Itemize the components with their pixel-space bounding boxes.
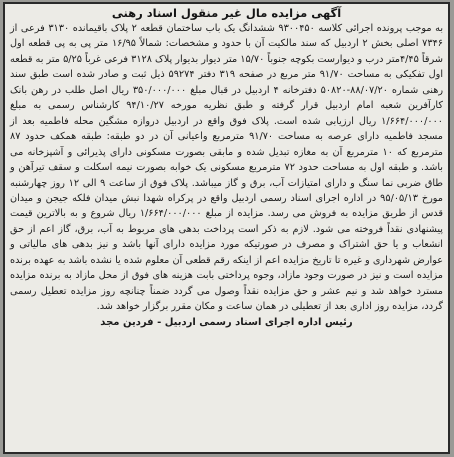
notice-signature: رئیس اداره اجرای اسناد رسمی اردبیل - فردین مجد bbox=[100, 316, 353, 328]
notice-title: آگهی مزایده مال غیر منقول اسناد رهنی bbox=[111, 6, 342, 20]
notice-body: به موجب پرونده اجرائی کلاسه ۹۳۰۰۴۵۰ ششدانگ یک باب ساختمان قطعه ۲ پلاک باقیمانده ۳۱۳۰ فرعی از ۷۳۴۶ اصلی بخش ۲ اردبیل که سند مالکیت آن با حدود و مشخصات: شمالاً ۱۶/۹۵ متر پی به پی قطعه اول شرقاً ۴/۴۵متر درب و دیوارست بکوچه جنوباً ۱۵/۷۰ متر دیوار بدیوار پلاک ۳۱۲۸ فرعی غرباً ۵/۲۵ متر به قطعه اول تفکیکی به مساحت ۹۱/۷۰ متر مربع در صفحه ۳۱۹ دفتر ۵۹۲۷۴ ذیل ثبت و صادر شده است طبق سند رهنی شماره ۸۸/۰۷/۲۰-۵۰۸۲۰ دفترخانه ۴ اردبیل در قبال مبلغ ۳۵۰/۰۰۰/۰۰۰ ریال اصل طلب در رهن بانک کارآفرین شعبه امام اردبیل قرار گرفته و طبق نظریه مورخه ۹۴/۱۰/۲۷ کارشناس رسمی به مبلغ ۱/۶۶۴/۰۰۰/۰۰۰ ریال ارزیابی شده است. پلاک فوق واقع در اردبیل دروازه مشگین محله فاطمیه بعد از مسجد فاطمیه دارای عرصه به مساحت ۹۱/۷۰ مترمربع واعیانی آن در دو طبقه: طبقه همکف حدود ۸۷ مترمربع که ۱۰ مترمربع آن به مغازه تبدیل شده و مابقی بصورت مسکونی دارای پذیرائی و آشپزخانه می باشد. و طبقه اول به مساحت حدود ۷۲ مترمربع مسکونی یک خوابه بصورت نیمه اسکلت و سقف تیرآهن و طاق ضربی نما سنگ و دارای امتیازات آب، برق و گاز میباشد. پلاک فوق از ساعت ۹ الی ۱۲ روز چهارشنبه مورخ ۹۵/۰۵/۱۳ در اداره اجرای اسناد رسمی اردبیل واقع در پرکراه شهدا نبش میدان فلکه جیجن و میدان قدس از طریق مزایده به فروش می رسد. مزایده از مبلغ ۱/۶۶۴/۰۰۰/۰۰۰ ریال شروع و به بالاترین قیمت پیشنهادی نقداً فروخته می شود. لازم به ذکر است پرداخت بدهی های مربوط به آب، برق، گاز اعم از حق انشعاب و یا حق اشتراک و مصرف در صورتیکه مورد مزایده دارای آنها باشد و نیز بدهی های مالیاتی و عوارض شهرداری و غیره تا تاریخ مزایده اعم از اینکه رقم قطعی آن معلوم شده یا نشده باشد به عهده برنده مزایده است و نیز در صورت وجود مازاد، وجوه پرداختی بابت هزینه های فوق از محل مازاد به برنده مزایده مسترد خواهد شد و نیم عشر و حق مزایده نقداً وصول می گردد ضمناً چنانچه روز مزایده تعطیل رسمی گردد، مزایده روز اداری بعد از تعطیلی در همان ساعت و مکان مقرر برگزار خواهد شد. bbox=[10, 23, 444, 313]
newspaper-notice bbox=[3, 2, 450, 454]
